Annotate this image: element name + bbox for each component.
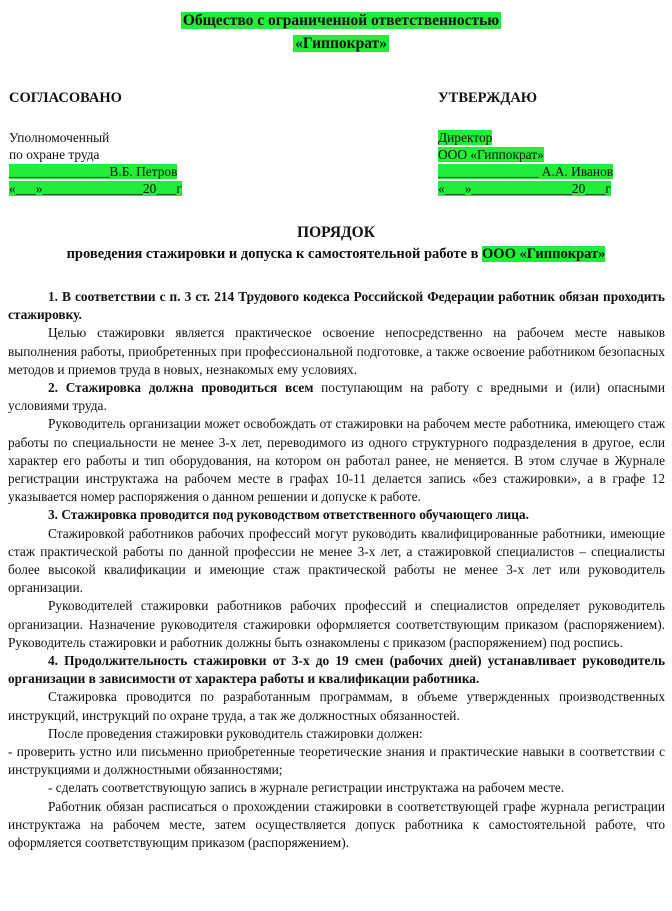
section-2-heading-bold: 2. Стажировка должна проводиться всем	[48, 380, 314, 396]
approve-date-line: «___»_______________20___г	[438, 181, 611, 196]
document-body	[8, 288, 665, 852]
agreed-title: СОГЛАСОВАНО	[9, 90, 122, 106]
agreed-position-line2: по охране труда	[9, 147, 100, 162]
section-4-paragraph-2: После проведения стажировки руководитель стажировки должен:	[48, 725, 423, 741]
agreed-signature-line: _______________В.Б. Петров	[9, 164, 178, 179]
section-4-paragraph-3: Работник обязан расписаться о прохождении стажировки в соответствующей графе журнала регистрации инструктажа на рабочем месте, затем осуществляется допуск работника к самостоятельной работе, что оформляется соответствующим приказом (распоряжением).	[8, 798, 665, 851]
section-3-paragraph-2: Руководителей стажировки работников рабочих профессий и специалистов определяет руководитель организации. Назначение руководителя стажировки оформляется соответствующим приказом (распоряжением). Руководитель стажировки и работник должны быть ознакомлены с приказом (распоряжением) под роспись.	[8, 598, 665, 650]
section-4-heading: 4. Продолжительность стажировки от 3-х до 19 смен (рабочих дней) устанавливает руководитель организации в зависимости от характера работы и квалификации работника.	[8, 653, 665, 687]
agreed-position-line1: Уполномоченный	[9, 130, 110, 145]
org-name-line1: Общество с ограниченной ответственностью	[182, 12, 500, 29]
approve-signature-line: _______________ А.А. Иванов	[438, 164, 614, 179]
approval-approve-block	[438, 90, 663, 197]
document-title: ПОРЯДОК	[297, 224, 375, 241]
approve-position-line2: ООО «Гиппократ»	[438, 147, 544, 162]
organization-header	[165, 9, 517, 55]
approve-position-line1: Директор	[438, 130, 493, 145]
section-2-heading-rest: поступающим на работу с вредными и (или) опасными условиями труда.	[8, 380, 666, 414]
section-3-heading: 3. Стажировка проводится под руководством ответственного обучающего лица.	[48, 507, 529, 523]
document-subtitle-org: ООО «Гиппократ»	[482, 246, 606, 262]
section-2-paragraph-1: Руководитель организации может освобождать от стажировки на рабочем месте работника, имеющего стаж работы по специальности не менее 3-х лет, переводимого из одного структурного подразделения в другое, если характер его работы и тип оборудования, на котором он работал ранее, не меняется. В этом случае в Журнале регистрации инструктажа на рабочем месте в графах 10-11 делается запись «без стажировки», а в графе 12 указывается номер распоряжения о данном решении и допуске к работе.	[8, 416, 665, 505]
approve-title: УТВЕРЖДАЮ	[438, 90, 538, 106]
section-1-heading: 1. В соответствии с п. 3 ст. 214 Трудового кодекса Российской Федерации работник обязан проходить стажировку.	[8, 289, 665, 323]
section-4-list-item-2: - сделать соответствующую запись в журнале регистрации инструктажа на рабочем месте.	[48, 780, 565, 796]
section-2-heading	[8, 379, 665, 415]
section-4-list-item-1: - проверить устно или письменно приобретенные теоретические знания и практические навыки в соответствии с инструкциями и должностными обязанностями;	[8, 744, 665, 778]
section-1-paragraph-1: Целью стажировки является практическое освоение непосредственно на рабочем месте навыков выполнения работы, приобретенных при профессиональной подготовке, а также освоение работником безопасных методов и приемов труда в новых, незнакомых ему условиях.	[8, 325, 665, 377]
agreed-date-line: «___»_______________20___г	[9, 181, 182, 196]
approval-agreed-block	[9, 90, 229, 197]
section-3-paragraph-1: Стажировкой работников рабочих профессий могут руководить квалифицированные работники, имеющие стаж практической работы по данной профессии не менее 3-х лет, а стажировкой специалистов – специалисты более высокой квалификации и имеющие стаж практической работы не менее 3-х лет или руководитель организации.	[8, 525, 665, 596]
document-subtitle-text: проведения стажировки и допуска к самостоятельной работе в	[66, 246, 479, 262]
section-4-paragraph-1: Стажировка проводится по разработанным программам, в объеме утвержденных производственных инструкций, инструкций по охране труда, а так же должностных обязанностей.	[8, 689, 665, 723]
document-subtitle	[0, 246, 672, 263]
org-name-line2: «Гиппократ»	[295, 35, 387, 52]
